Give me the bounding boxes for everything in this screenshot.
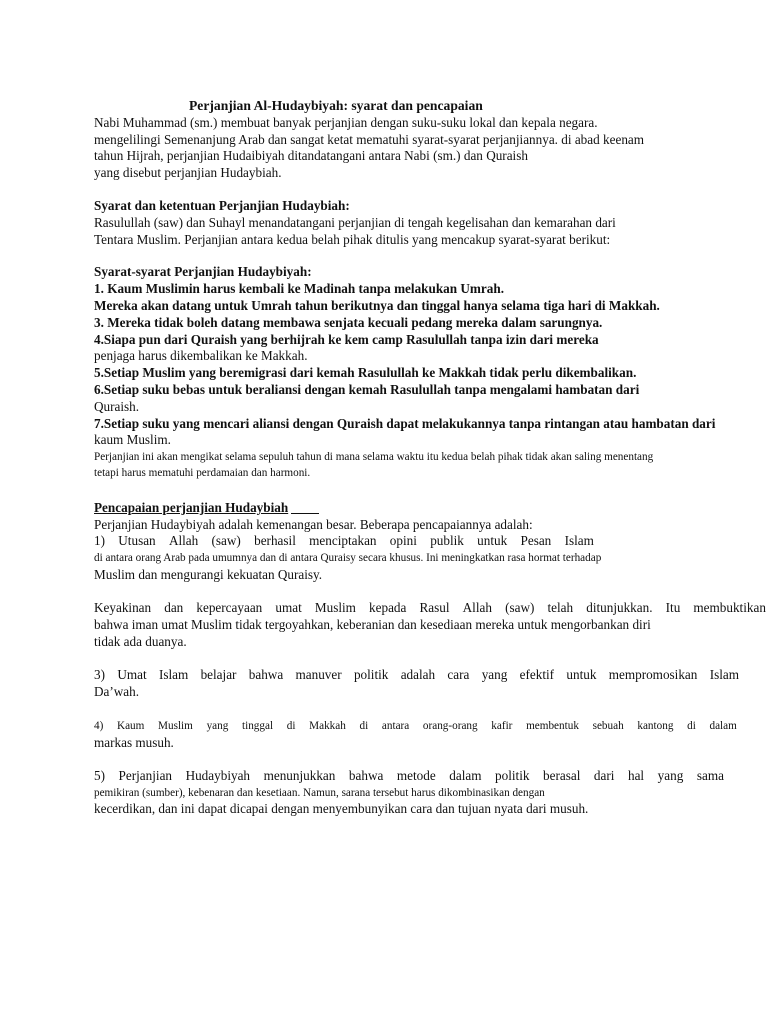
word: efektif [519,667,555,682]
achievement-3-line: Da’wah. [94,684,140,699]
achievement-5-line: pemikiran (sumber), kebenaran dan kesetiaan. Namun, sarana tersebut harus dikombinasikan dengan [94,787,545,799]
condition-item: 5.Setiap Muslim yang beremigrasi dari kemah Rasulullah ke Makkah tidak perlu dikembalikan. [94,365,637,380]
intro-line: yang disebut perjanjian Hudaybiah. [94,165,282,180]
intro-line: tahun Hijrah, perjanjian Hudaibiyah ditandatangani antara Nabi (sm.) dan Quraish [94,148,528,163]
word: Rasul [419,600,450,615]
word: kepada [369,600,407,615]
word: di [359,720,369,732]
word: kafir [491,720,513,732]
word: yang [657,768,684,783]
word: Kaum [117,720,145,732]
word: menunjukkan [263,768,336,783]
achievement-2-line: bahwa iman umat Muslim tidak tergoyahkan, keberanian dan kesediaan mereka untuk mengorbankan diri [94,617,651,632]
word: berasal [543,768,581,783]
word: membuktikan [693,600,766,615]
word: antara [381,720,410,732]
word: hal [627,768,645,783]
word: opini [389,533,417,548]
condition-note: tetapi harus mematuhi perdamaian dan harmoni. [94,467,311,479]
heading-underline [291,513,319,514]
document-title: Perjanjian Al-Hudaybiyah: syarat dan pencapaian [189,98,483,113]
section3-heading [94,500,319,516]
word: berhasil [254,533,296,548]
word: Makkah [309,720,346,732]
word: Umat [117,667,147,682]
word: Islam [709,667,739,682]
word: 4) [94,720,104,732]
section1-line: Rasulullah (saw) dan Suhayl menandatangani perjanjian di tengah kegelisahan dan kemarahan dari [94,215,616,230]
word: cara [447,667,470,682]
word: ditunjukkan. [586,600,653,615]
word: sama [696,768,724,783]
word: Perjanjian [118,768,173,783]
word: Allah [168,533,199,548]
word: untuk [566,667,597,682]
word: mempromosikan [608,667,698,682]
word: politik [495,768,530,783]
word: dari [593,768,615,783]
condition-item: Mereka akan datang untuk Umrah tahun berikutnya dan tinggal hanya selama tiga hari di Makkah. [94,298,660,313]
section3-intro: Perjanjian Hudaybiyah adalah kemenangan besar. Beberapa pencapaiannya adalah: [94,517,533,532]
word: umat [275,600,302,615]
word: yang [481,667,508,682]
word: Islam [564,533,594,548]
word: menciptakan [309,533,377,548]
word: di [286,720,296,732]
word: Itu [665,600,681,615]
word: untuk [477,533,508,548]
word: 1) [94,533,105,548]
condition-item: 3. Mereka tidak boleh datang membawa senjata kecuali pedang mereka dalam sarungnya. [94,315,603,330]
word: politik [353,667,389,682]
word: kepercayaan [196,600,263,615]
achievement-5-line [94,768,724,784]
word: Keyakinan [94,600,152,615]
word: sebuah [592,720,624,732]
condition-item: kaum Muslim. [94,432,171,447]
achievement-2-line: tidak ada duanya. [94,634,187,649]
condition-item: penjaga harus dikembalikan ke Makkah. [94,348,308,363]
word: dalam [449,768,482,783]
word: Islam [158,667,189,682]
achievement-4-line: markas musuh. [94,735,174,750]
word: bahwa [348,768,384,783]
word: Pesan [520,533,552,548]
condition-item: 1. Kaum Muslimin harus kembali ke Madinah tanpa melakukan Umrah. [94,281,504,296]
achievement-2-line [94,600,766,616]
intro-line: Nabi Muhammad (sm.) membuat banyak perjanjian dengan suku-suku lokal dan kepala negara. [94,115,598,130]
condition-note: Perjanjian ini akan mengikat selama sepuluh tahun di mana selama waktu itu kedua belah pihak tidak akan saling menentang [94,451,654,463]
condition-item: 4.Siapa pun dari Quraish yang berhijrah ke kem camp Rasulullah tanpa izin dari mereka [94,332,599,347]
word: di [687,720,696,732]
word: kantong [637,720,674,732]
word: 5) [94,768,105,783]
section2-heading: Syarat-syarat Perjanjian Hudaybiyah: [94,264,312,279]
condition-item: 6.Setiap suku bebas untuk beraliansi dengan kemah Rasulullah tanpa mengalami hambatan dari [94,382,640,397]
word: publik [430,533,464,548]
word: bahwa [248,667,284,682]
intro-line: mengelilingi Semenanjung Arab dan sangat ketat mematuhi syarat-syarat perjanjiannya. di abad keenam [94,132,645,147]
word: telah [547,600,574,615]
word: 3) [94,667,105,682]
word: Muslim [158,720,193,732]
section3-heading-text: Pencapaian perjanjian Hudaybiah [94,500,289,515]
word: belajar [200,667,237,682]
condition-item: Quraish. [94,399,140,414]
word: (saw) [211,533,241,548]
word: dan [164,600,184,615]
section1-line: Tentara Muslim. Perjanjian antara kedua belah pihak ditulis yang mencakup syarat-syarat berikut: [94,232,611,247]
word: Utusan [118,533,156,548]
achievement-4-line [94,718,737,734]
word: (saw) [505,600,535,615]
word: metode [396,768,436,783]
word: orang-orang [422,720,478,732]
word: membentuk [526,720,579,732]
condition-item: 7.Setiap suku yang mencari aliansi dengan Quraish dapat melakukannya tanpa rintangan atau hambatan dari [94,416,716,431]
achievement-1-line: Muslim dan mengurangi kekuatan Quraisy. [94,567,323,582]
section1-heading: Syarat dan ketentuan Perjanjian Hudaybiah: [94,198,350,213]
word: Muslim [314,600,356,615]
word: adalah [400,667,436,682]
word: manuver [295,667,342,682]
word: Hudaybiyah [185,768,251,783]
word: yang [206,720,229,732]
achievement-5-line: kecerdikan, dan ini dapat dicapai dengan menyembunyikan cara dan tujuan nyata dari musuh. [94,801,589,816]
achievement-1-line: di antara orang Arab pada umumnya dan di antara Quraisy secara khusus. Ini meningkatkan rasa hormat terhadap [94,552,602,564]
achievement-1-line [94,533,594,549]
word: Allah [462,600,492,615]
word: dalam [709,720,737,732]
achievement-3-line [94,667,739,683]
word: tinggal [242,720,274,732]
